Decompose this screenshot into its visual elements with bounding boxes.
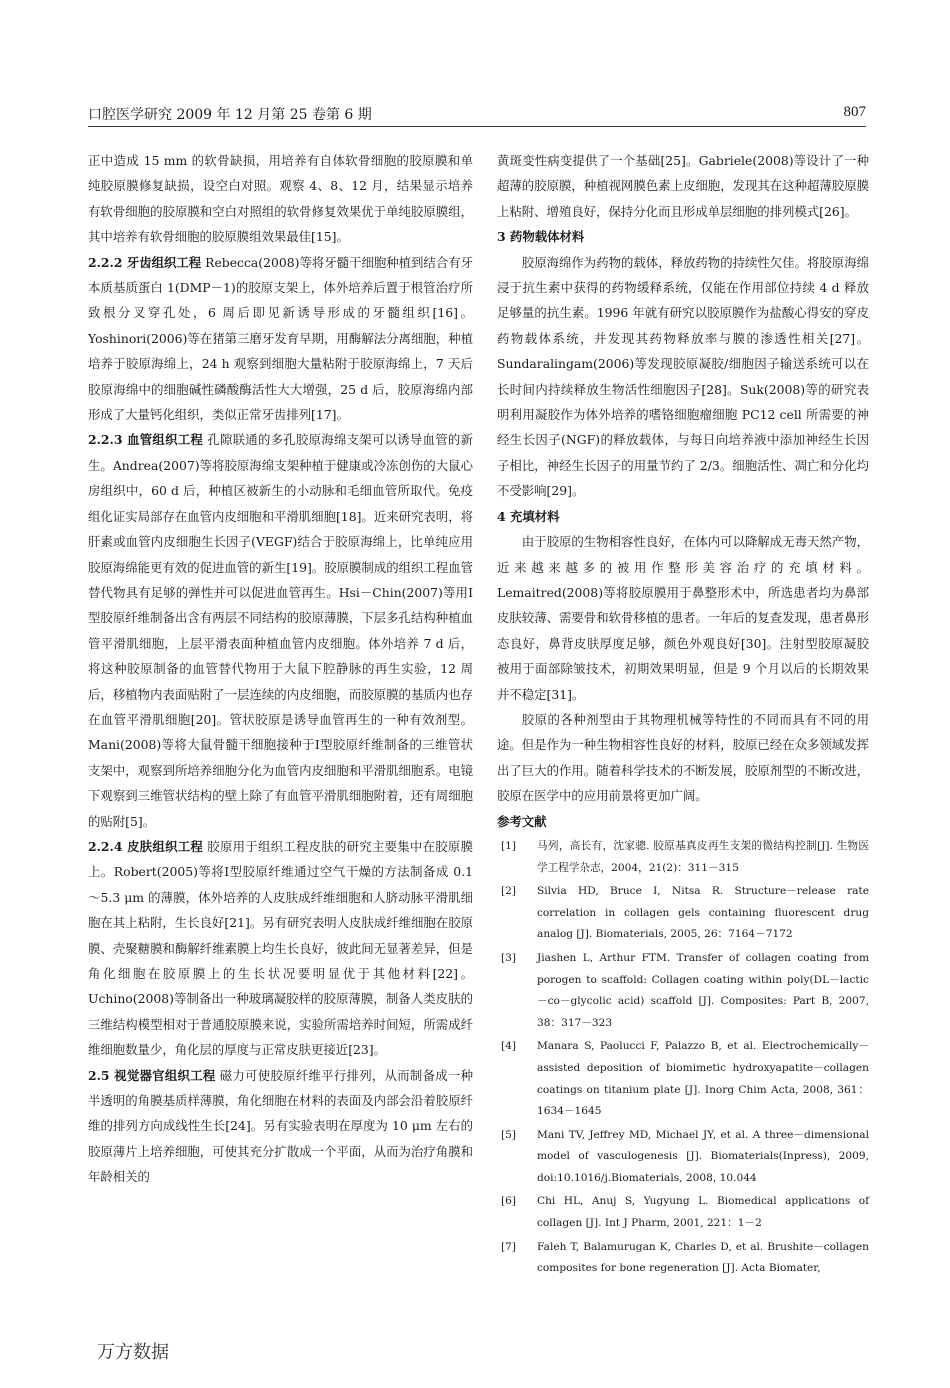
reference-text: Jiashen L, Arthur FTM. Transfer of collagen coating from porogen to scaffold: Collagen coating within poly(DL－lactic－co－glycolic acid) scaffold [J]. Composites: Part B, 2007, 38：317－323 — [537, 951, 869, 1029]
section-body: Rebecca(2008)等将牙髓干细胞种植到结合有牙本质基质蛋白 1(DMP－1)的胶原支架上，体外培养后置于根管治疗所致根分叉穿孔处，6 周后即见新诱导形成的牙髓组织[16]。Yoshinori(2006)等在猪第三磨牙发育早期，用酶解法分离细胞，种植培养于胶原海绵上，24 h 观察到细胞大量粘附于胶原海绵上，7 天后胶原海绵中的细胞碱性磷酸酶活性大大增强，25 d 后，胶原海绵内部形成了大量钙化组织，类似正常牙齿排列[17]。 — [88, 254, 473, 423]
section-2-2-3 — [88, 427, 473, 834]
reference-item — [497, 1036, 869, 1122]
reference-text: Faleh T, Balamurugan K, Charles D, et al. Brushite－collagen composites for bone regeneration [J]. Acta Biomater, — [537, 1240, 869, 1275]
paragraph: 正中造成 15 mm 的软骨缺损，用培养有自体软骨细胞的胶原膜和单纯胶原膜修复缺损，设空白对照。观察 4、8、12 月，结果显示培养有软骨细胞的胶原膜和空白对照组的软骨修复效果优于单纯胶原膜组，其中培养有软骨细胞的胶原膜组效果最佳[15]。 — [88, 153, 473, 245]
section-body: 胶原用于组织工程皮肤的研究主要集中在胶原膜上。Robert(2005)等将Ⅰ型胶原纤维通过空气干燥的方法制备成 0.1～5.3 μm 的薄膜，体外培养的人皮肤成纤维细胞和人脐动脉平滑肌细胞在其上粘附，生长良好[21]。另有研究表明人皮肤成纤维细胞在胶原膜、壳聚糖膜和酶解纤维素膜上均生长良好，彼此间无显著差异，但是角化细胞在胶原膜上的生长状况要明显优于其他材料[22]。Uchino(2008)等制备出一种玻璃凝胶样的胶原薄膜，制备人类皮肤的三维结构模型相对于普通胶原膜来说，实验所需培养时间短，所需成纤维细胞数量少，角化层的厚度与正常皮肤更接近[23]。 — [88, 838, 473, 1058]
section-heading: 2.2.4 皮肤组织工程 — [88, 838, 204, 854]
reference-number: [2] — [501, 885, 517, 898]
section-heading-3: 3 药物载体材料 — [497, 229, 585, 245]
watermark: 万方数据 — [97, 1342, 169, 1363]
reference-item — [497, 948, 869, 1034]
section-heading: 2.2.3 血管组织工程 — [88, 432, 204, 448]
section-heading: 2.2.2 牙齿组织工程 — [88, 254, 202, 270]
reference-item — [497, 1237, 869, 1280]
reference-item — [497, 1191, 869, 1234]
section-heading: 2.5 视觉器官组织工程 — [88, 1067, 216, 1083]
reference-number: [5] — [501, 1128, 517, 1141]
reference-text: Mani TV, Jeffrey MD, Michael JY, et al. A three－dimensional model of vasculogenesis [J]. Biomaterials(Inpress), 2009, doi:10.1016/j.Biomaterials, 2008, 10.044 — [537, 1128, 869, 1184]
section-body: 孔隙联通的多孔胶原海绵支架可以诱导血管的新生。Andrea(2007)等将胶原海绵支架种植于健康或冷冻创伤的大鼠心房组织中，60 d 后，种植区被新生的小动脉和毛细血管所取代。免疫组化证实局部存在血管内皮细胞和平滑肌细胞[18]。近来研究表明，将肝素或血管内皮细胞生长因子(VEGF)结合于胶原海绵上，比单纯应用胶原海绵能更有效的促进血管的新生[19]。胶原膜制成的组织工程血管替代物具有足够的弹性并可以促进血管再生。Hsi－Chin(2007)等用Ⅰ型胶原纤维制备出含有两层不同结构的胶原薄膜，下层多孔结构种植血管平滑肌细胞，上层平滑表面种植血管内皮细胞。体外培养 7 d 后，将这种胶原制备的血管替代物用于大鼠下腔静脉的再生实验，12 周后，移植物内表面贴附了一层连续的内皮细胞，而胶原膜的基质内也存在血管平滑肌细胞[20]。管状胶原是诱导血管再生的一种有效剂型。Mani(2008)等将大鼠骨髓干细胞接种于Ⅰ型胶原纤维制备的三维管状支架中，观察到所培养细胞分化为血管内皮细胞和平滑肌细胞系。电镜下观察到三维管状结构的壁上除了有血管平滑肌细胞附着，还有周细胞的贴附[5]。 — [88, 432, 473, 829]
reference-text: 马列，高长有，沈家骢. 胶原基真皮再生支架的微结构控制[J]. 生物医学工程学杂志，2004，21(2)：311－315 — [537, 839, 869, 874]
right-column — [497, 148, 869, 1280]
reference-item — [497, 1125, 869, 1190]
left-column — [88, 148, 473, 1190]
references-heading: 参考文献 — [497, 813, 547, 829]
reference-text: Chi HL, Anuj S, Yugyung L. Biomedical applications of collagen [J]. Int J Pharm, 2001, 221：1－2 — [537, 1195, 869, 1230]
reference-number: [3] — [501, 951, 517, 964]
paragraph: 黄斑变性病变提供了一个基础[25]。Gabriele(2008)等设计了一种超薄的胶原膜，种植视网膜色素上皮细胞，发现其在这种超薄胶原膜上粘附、增殖良好，保持分化而且形成单层细胞的排列模式[26]。 — [497, 153, 869, 219]
section-heading-4: 4 充填材料 — [497, 508, 560, 524]
section-2-2-2 — [88, 250, 473, 428]
journal-title: 口腔医学研究 2009 年 12 月第 25 卷第 6 期 — [88, 107, 372, 123]
section-2-2-4 — [88, 834, 473, 1063]
reference-number: [1] — [501, 839, 517, 852]
closing-paragraph: 胶原的各种剂型由于其物理机械等特性的不同而具有不同的用途。但是作为一种生物相容性良好的材料，胶原已经在众多领域发挥出了巨大的作用。随着科学技术的不断发展，胶原剂型的不断改进，胶原在医学中的应用前景将更加广阔。 — [497, 711, 869, 804]
reference-number: [7] — [501, 1240, 517, 1253]
reference-text: Silvia HD, Bruce I, Nitsa R. Structure－release rate correlation in collagen gels containing fluorescent drug analog [J]. Biomaterials, 2005, 26：7164－7172 — [537, 885, 869, 941]
running-header — [88, 100, 866, 127]
section-body: 磁力可使胶原纤维平行排列，从而制备成一种半透明的角膜基质样薄膜，角化细胞在材料的表面及内部会沿着胶原纤维的排列方向成线性生长[24]。另有实验表明在厚度为 10 μm 左右的胶原薄片上培养细胞，可使其充分扩散成一个平面，从而为治疗角膜和年龄相关的 — [88, 1067, 473, 1185]
reference-item — [497, 881, 869, 946]
paragraph: 胶原海绵作为药物的载体，释放药物的持续性欠佳。将胶原海绵浸于抗生素中获得的药物缓释系统，仅能在作用部位持续 4 d 释放足够量的抗生素。1996 年就有研究以胶原膜作为盐酸心得安的穿皮药物载体系统，并发现其药物释放率与膜的渗透性相关[27]。Sundaralingam(2006)等发现胶原凝胶/细胞因子输送系统可以在长时间内持续释放生物活性细胞因子[28]。Suk(2008)等的研究表明利用凝胶作为体外培养的嗜铬细胞瘤细胞 PC12 cell 所需要的神经生长因子(NGF)的释放载体，与每日向培养液中添加神经生长因子相比，神经生长因子的用量节约了 2/3。细胞活性、凋亡和分化均不受影响[29]。 — [497, 254, 869, 499]
reference-number: [6] — [501, 1195, 517, 1208]
reference-number: [4] — [501, 1040, 517, 1053]
reference-text: Manara S, Paolucci F, Palazzo B, et al. Electrochemically－assisted deposition of biomimetic hydroxyapatite－collagen coatings on titanium plate [J]. Inorg Chim Acta, 2008, 361：1634－1645 — [537, 1040, 869, 1118]
reference-list — [497, 836, 869, 1280]
section-2-5 — [88, 1063, 473, 1190]
reference-item — [497, 836, 869, 879]
page-number: 807 — [843, 104, 866, 120]
paragraph: 由于胶原的生物相容性良好，在体内可以降解成无毒天然产物，近来越来越多的被用作整形美容治疗的充填材料。Lemaitred(2008)等将胶原膜用于鼻整形术中，所选患者均为鼻部皮肤较薄、需要骨和软骨移植的患者。一年后的复查发现，患者鼻形态良好，鼻背皮肤厚度足够，颜色外观良好[30]。注射型胶原凝胶被用于面部除皱技术，初期效果明显，但是 9 个月以后的长期效果并不稳定[31]。 — [497, 534, 869, 702]
